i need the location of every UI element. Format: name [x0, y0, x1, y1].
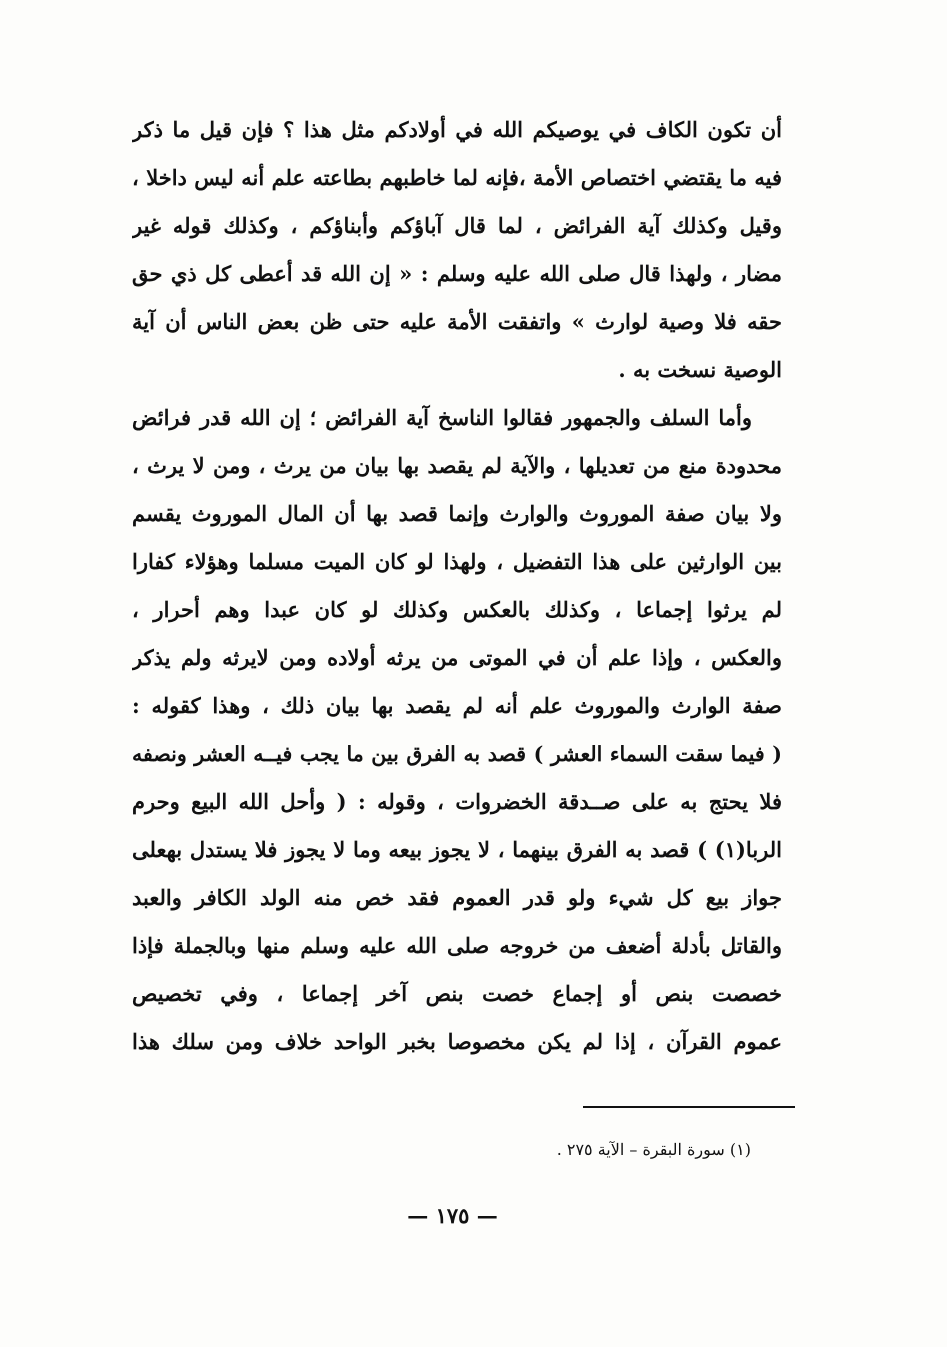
text-line: خصصت بنص أو إجماع خصت بنص آخر إجماعا ، وفي تخصيص [132, 981, 782, 1006]
text-line: مضار ، ولهذا قال صلى الله عليه وسلم : « إن الله قد أعطى كل ذي حق [132, 261, 782, 286]
text-line: الربا(١) ) قصد به الفرق بينهما ، لا يجوز بيعه وما لا يجوز فلا يستدل بهعلى [132, 837, 782, 862]
text-line: وأما السلف والجمهور فقالوا الناسخ آية الفرائض ؛ إن الله قدر فرائض [132, 405, 752, 430]
footnote-separator [583, 1106, 795, 1108]
text-line: بين الوارثين على هذا التفضيل ، ولهذا لو كان الميت مسلما وهؤلاء كفارا [132, 549, 782, 574]
text-line: ولا بيان صفة الموروث والوارث وإنما قصد بها أن المال الموروث يقسم [132, 501, 782, 526]
text-line: أن تكون الكاف في يوصيكم الله في أولادكم مثل هذا ؟ فإن قيل ما ذكر [132, 117, 782, 142]
text-line: عموم القرآن ، إذا لم يكن مخصوصا بخبر الواحد خلاف ومن سلك هذا [132, 1029, 782, 1054]
text-line: وقيل وكذلك آية الفرائض ، لما قال آباؤكم وأبناؤكم ، وكذلك قوله غير [132, 213, 782, 238]
text-line: حقه فلا وصية لوارث » واتفقت الأمة عليه حتى ظن بعض الناس أن آية [132, 309, 782, 334]
text-line: فيه ما يقتضي اختصاص الأمة ،فإنه لما خاطبهم بطاعته علم أنه ليس داخلا ، [132, 165, 782, 190]
text-line: الوصية نسخت به . [618, 357, 782, 382]
footnote: (١) سورة البقرة – الآية ٢٧٥ . [556, 1140, 751, 1159]
body-text [132, 106, 782, 1066]
text-line: محدودة منع من تعديلها ، والآية لم يقصد بها بيان من يرث ، ومن لا يرث ، [132, 453, 782, 478]
text-line: والعكس ، وإذا علم أن في الموتى من يرثه أولاده ومن لايرثه ولم يذكر [132, 645, 782, 670]
text-line: فلا يحتج به على صــدقة الخضروات ، وقوله : ( وأحل الله البيع وحرم [132, 789, 782, 814]
page-number: — ١٧٥ — [407, 1203, 498, 1228]
text-line: والقاتل بأدلة أضعف من خروجه صلى الله عليه وسلم منها وبالجملة فإذا [132, 933, 782, 958]
text-line: جواز بيع كل شيء ولو قدر العموم فقد خص منه الولد الكافر والعبد [132, 885, 782, 910]
text-line: ( فيما سقت السماء العشر ) قصد به الفرق بين ما يجب فيــه العشر ونصفه [132, 742, 782, 766]
text-line: لم يرثوا إجماعا ، وكذلك بالعكس وكذلك لو كان عبدا وهم أحرار ، [132, 597, 782, 622]
text-line: صفة الوارث والموروث علم أنه لم يقصد بها بيان ذلك ، وهذا كقوله : [132, 693, 782, 718]
